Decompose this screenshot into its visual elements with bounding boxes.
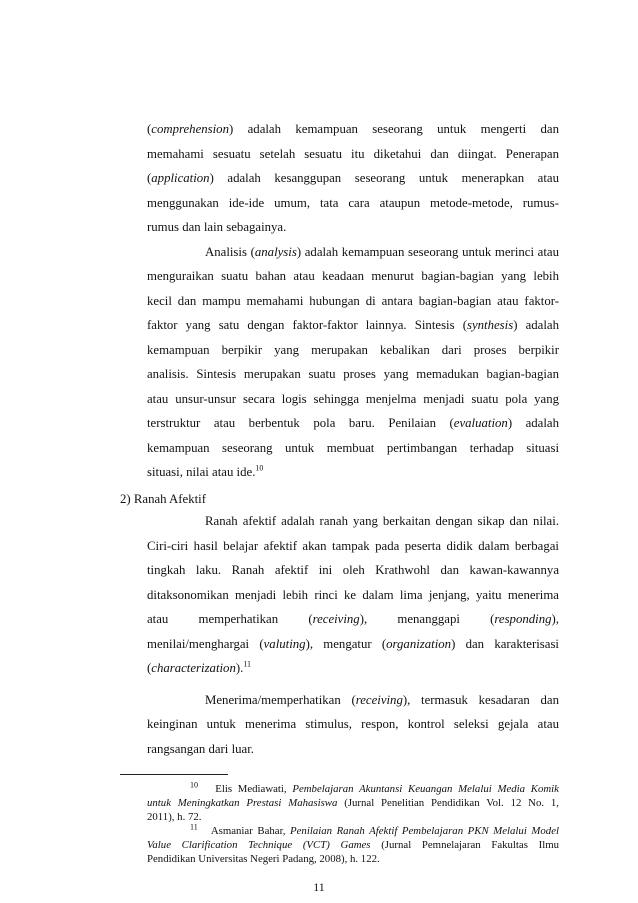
body-line: Ranah afektif adalah ranah yang berkaitan dengan sikap dan nilai.: [205, 514, 559, 528]
body-line: situasi, nilai atau ide.$^{10}$: [147, 463, 264, 479]
page-number: 11: [313, 880, 325, 894]
body-line: (application) adalah kesanggupan seseorang untuk menerapkan atau: [147, 171, 559, 185]
footnote-line: $^{10}$ Elis Mediawati, Pembelajaran Akuntansi Keuangan Melalui Media Komik: [190, 780, 559, 795]
body-line: Ciri-ciri hasil belajar afektif akan tampak pada peserta didik dalam berbagai: [147, 539, 559, 553]
body-line: Analisis (analysis) adalah kemampuan seseorang untuk merinci atau: [205, 245, 559, 259]
body-line: menguraikan suatu bahan atau keadaan menurut bagian-bagian yang lebih: [147, 269, 559, 283]
footnote-ref: 10: [255, 463, 264, 473]
body-line: (comprehension) adalah kemampuan seseorang untuk mengerti dan: [147, 122, 559, 136]
footnote-line: Pendidikan Universitas Negeri Padang, 2008), h. 122.: [147, 853, 380, 865]
footnote-line: untuk Meningkatkan Prestasi Mahasiswa (Jurnal Penelitian Pendidikan Vol. 12 No. 1,: [147, 797, 560, 809]
body-line: kemampuan seseorang untuk membuat pertimbangan terhadap situasi: [147, 441, 559, 455]
footnote-line: Value Clarification Technique (VCT) Games (Jurnal Pemnelajaran Fakultas Ilmu: [147, 839, 559, 851]
body-line: memahami sesuatu setelah sesuatu itu diketahui dan diingat. Penerapan: [147, 147, 559, 161]
body-line: tingkah laku. Ranah afektif ini oleh Krathwohl dan kawan-kawannya: [147, 563, 559, 577]
body-line: ditaksonomikan menjadi lebih rinci ke dalam lima jenjang, yaitu menerima: [147, 588, 559, 602]
body-line: rumus dan lain sebagainya.: [147, 220, 287, 234]
section-heading: 2) Ranah Afektif: [120, 492, 206, 506]
body-line: rangsangan dari luar.: [147, 742, 254, 756]
body-line: (characterization).$^{11}$: [147, 659, 252, 675]
body-line: analisis. Sintesis merupakan suatu proses yang memadukan bagian-bagian: [147, 367, 559, 381]
footnote-line: $^{11}$ Asmaniar Bahar, Penilaian Ranah Afektif Pembelajaran PKN Melalui Model: [190, 822, 559, 837]
body-line: keinginan untuk menerima stimulus, respon, kontrol seleksi gejala atau: [147, 717, 559, 731]
body-line: kecil dan mampu memahami hubungan di antara bagian-bagian atau faktor-: [147, 294, 559, 308]
footnote-marker: 11: [190, 822, 198, 832]
footnote-ref: 11: [243, 659, 252, 669]
body-line: Menerima/memperhatikan (receiving), termasuk kesadaran dan: [205, 693, 559, 707]
body-line: atau memperhatikan (receiving), menanggapi (responding),: [147, 612, 559, 626]
body-line: menilai/menghargai (valuting), mengatur (organization) dan karakterisasi: [147, 637, 559, 651]
body-line: atau unsur-unsur secara logis sehingga menjelma menjadi suatu pola yang: [147, 392, 559, 406]
footnote-separator: [120, 774, 228, 775]
body-line: menggunakan ide-ide umum, tata cara ataupun metode-metode, rumus-: [147, 196, 559, 210]
body-line: faktor yang satu dengan faktor-faktor lainnya. Sintesis (synthesis) adalah: [147, 318, 559, 332]
footnote-line: 2011), h. 72.: [147, 811, 202, 823]
footnote-marker: 10: [190, 780, 198, 790]
body-line: terstruktur atau berbentuk pola baru. Penilaian (evaluation) adalah: [147, 416, 559, 430]
body-line: kemampuan berpikir yang merupakan kebalikan dari proses berpikir: [147, 343, 559, 357]
